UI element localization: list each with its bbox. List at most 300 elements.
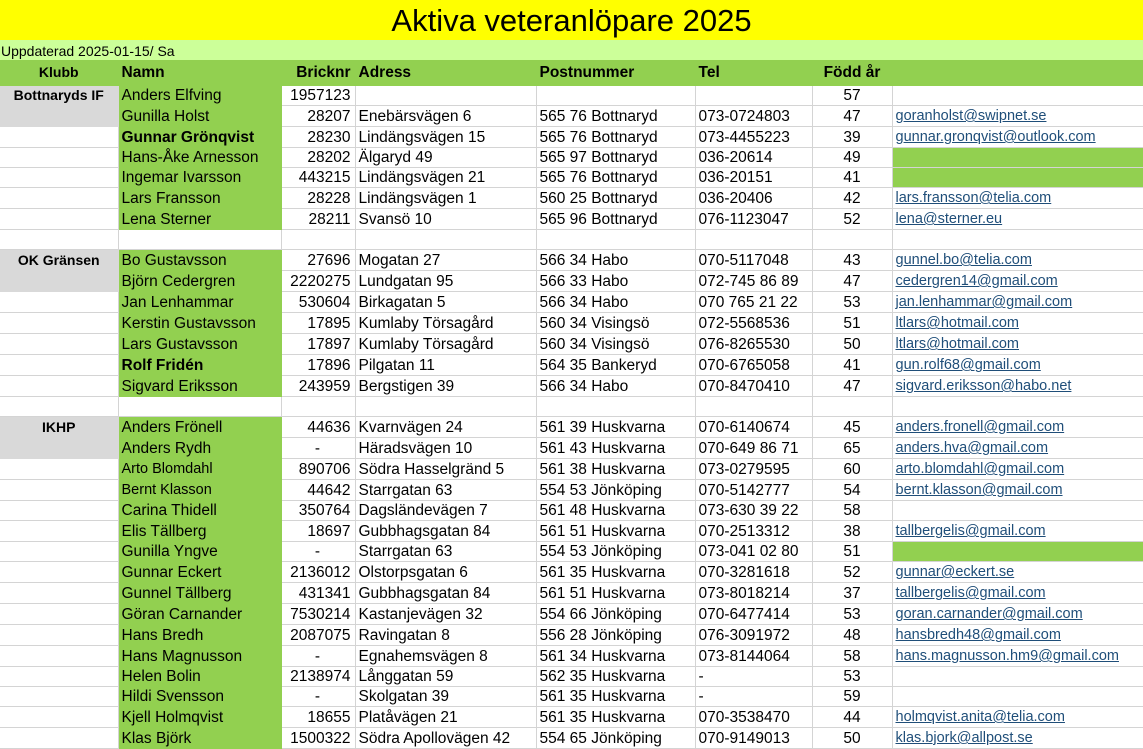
email-link[interactable]: holmqvist.anita@telia.com [895, 709, 1065, 725]
empty-cell[interactable] [281, 397, 355, 417]
email-cell[interactable] [892, 459, 1143, 480]
email-link[interactable]: sigvard.eriksson@habo.net [895, 378, 1072, 394]
empty-cell[interactable] [118, 230, 281, 250]
email-cell[interactable] [892, 438, 1143, 459]
postnummer-cell[interactable]: 561 34 Huskvarna [536, 646, 695, 667]
email-cell[interactable] [892, 480, 1143, 501]
bricknr-cell[interactable]: 28202 [281, 148, 355, 168]
empty-cell[interactable] [695, 230, 812, 250]
email-link[interactable]: gunnar@eckert.se [895, 564, 1015, 580]
header-fodd[interactable]: Född år [812, 60, 892, 86]
email-link[interactable]: anders.hva@gmail.com [895, 440, 1049, 456]
address-cell[interactable]: Älgaryd 49 [355, 148, 536, 168]
address-cell[interactable]: Långgatan 59 [355, 667, 536, 687]
bricknr-cell[interactable]: 890706 [281, 459, 355, 480]
birth-year-cell[interactable]: 47 [812, 106, 892, 127]
address-cell[interactable]: Häradsvägen 10 [355, 438, 536, 459]
birth-year-cell[interactable]: 54 [812, 480, 892, 501]
updated-note: Uppdaterad 2025-01-15/ Sa [0, 40, 1143, 60]
tel-cell[interactable]: 070-3538470 [695, 707, 812, 728]
email-link[interactable]: lena@sterner.eu [895, 211, 1003, 227]
address-cell[interactable]: Egnahemsvägen 8 [355, 646, 536, 667]
club-cell[interactable] [0, 646, 118, 667]
email-cell[interactable] [892, 168, 1143, 188]
tel-cell[interactable]: 072-745 86 89 [695, 271, 812, 292]
header-klubb[interactable]: Klubb [0, 60, 118, 86]
postnummer-cell[interactable]: 561 35 Huskvarna [536, 707, 695, 728]
postnummer-cell[interactable]: 565 76 Bottnaryd [536, 168, 695, 188]
postnummer-cell[interactable]: 560 34 Visingsö [536, 313, 695, 334]
club-cell[interactable] [0, 707, 118, 728]
birth-year-cell[interactable]: 37 [812, 583, 892, 604]
address-cell[interactable]: Pilgatan 11 [355, 355, 536, 376]
table-row [0, 562, 1143, 583]
birth-year-cell[interactable]: 48 [812, 625, 892, 646]
name-cell[interactable]: Gunilla Yngve [118, 542, 281, 562]
tel-cell[interactable]: 070-6140674 [695, 417, 812, 438]
name-cell[interactable]: Bo Gustavsson [118, 250, 281, 271]
email-link[interactable]: ltlars@hotmail.com [895, 336, 1019, 352]
bricknr-cell[interactable]: 17896 [281, 355, 355, 376]
tel-cell[interactable]: 036-20406 [695, 188, 812, 209]
birth-year-cell[interactable]: 53 [812, 667, 892, 687]
postnummer-cell[interactable]: 566 34 Habo [536, 292, 695, 313]
tel-cell[interactable]: 073-8144064 [695, 646, 812, 667]
club-cell[interactable] [0, 106, 118, 127]
club-cell[interactable] [0, 209, 118, 230]
postnummer-cell[interactable]: 565 97 Bottnaryd [536, 148, 695, 168]
email-cell[interactable] [892, 646, 1143, 667]
email-cell[interactable] [892, 625, 1143, 646]
header-adress[interactable]: Adress [355, 60, 536, 86]
tel-cell[interactable] [695, 86, 812, 106]
email-link[interactable]: gunnel.bo@telia.com [895, 252, 1032, 268]
name-cell[interactable]: Gunnar Eckert [118, 562, 281, 583]
tel-cell[interactable]: 070-5117048 [695, 250, 812, 271]
address-cell[interactable]: Mogatan 27 [355, 250, 536, 271]
email-link[interactable]: gun.rolf68@gmail.com [895, 357, 1041, 373]
tel-cell[interactable]: - [695, 687, 812, 707]
tel-cell[interactable]: 072-5568536 [695, 313, 812, 334]
tel-cell[interactable]: 036-20151 [695, 168, 812, 188]
email-cell[interactable] [892, 521, 1143, 542]
table-row [0, 313, 1143, 334]
email-cell[interactable] [892, 292, 1143, 313]
bricknr-cell[interactable]: 1500322 [281, 728, 355, 749]
club-cell[interactable] [0, 501, 118, 521]
empty-cell[interactable] [536, 230, 695, 250]
bricknr-cell[interactable]: 28211 [281, 209, 355, 230]
postnummer-cell[interactable]: 556 28 Jönköping [536, 625, 695, 646]
header-bricknr[interactable]: Bricknr [281, 60, 355, 86]
club-cell[interactable] [0, 667, 118, 687]
tel-cell[interactable]: 036-20614 [695, 148, 812, 168]
postnummer-cell[interactable]: 560 25 Bottnaryd [536, 188, 695, 209]
birth-year-cell[interactable]: 53 [812, 292, 892, 313]
header-namn[interactable]: Namn [118, 60, 281, 86]
name-cell[interactable]: Kerstin Gustavsson [118, 313, 281, 334]
email-cell[interactable] [892, 250, 1143, 271]
email-link[interactable]: gunnar.gronqvist@outlook.com [895, 129, 1096, 145]
club-cell[interactable]: IKHP [0, 417, 118, 438]
club-cell[interactable] [0, 438, 118, 459]
empty-cell[interactable] [0, 397, 118, 417]
postnummer-cell[interactable]: 566 34 Habo [536, 376, 695, 397]
name-cell[interactable]: Helen Bolin [118, 667, 281, 687]
email-cell[interactable] [892, 334, 1143, 355]
header-email[interactable] [892, 60, 1143, 86]
birth-year-cell[interactable]: 43 [812, 250, 892, 271]
birth-year-cell[interactable]: 47 [812, 376, 892, 397]
address-cell[interactable]: Bergstigen 39 [355, 376, 536, 397]
name-cell[interactable]: Jan Lenhammar [118, 292, 281, 313]
email-link[interactable]: ltlars@hotmail.com [895, 315, 1019, 331]
table-row [0, 355, 1143, 376]
club-cell[interactable] [0, 562, 118, 583]
table-row [0, 687, 1143, 707]
name-cell[interactable]: Lars Fransson [118, 188, 281, 209]
tel-cell[interactable]: 070-3281618 [695, 562, 812, 583]
postnummer-cell[interactable]: 565 76 Bottnaryd [536, 127, 695, 148]
postnummer-cell[interactable] [536, 86, 695, 106]
postnummer-cell[interactable]: 561 38 Huskvarna [536, 459, 695, 480]
email-cell[interactable] [892, 188, 1143, 209]
address-cell[interactable]: Olstorpsgatan 6 [355, 562, 536, 583]
email-link[interactable]: hans.magnusson.hm9@gmail.com [895, 648, 1119, 664]
spacer-row [0, 397, 1143, 417]
email-cell[interactable] [892, 106, 1143, 127]
email-cell[interactable] [892, 127, 1143, 148]
birth-year-cell[interactable]: 65 [812, 438, 892, 459]
club-cell[interactable] [0, 728, 118, 749]
name-cell[interactable]: Lena Sterner [118, 209, 281, 230]
address-cell[interactable]: Kastanjevägen 32 [355, 604, 536, 625]
table-row [0, 106, 1143, 127]
tel-cell[interactable]: 070-5142777 [695, 480, 812, 501]
name-cell[interactable]: Kjell Holmqvist [118, 707, 281, 728]
email-cell[interactable] [892, 86, 1143, 106]
empty-cell[interactable] [812, 230, 892, 250]
birth-year-cell[interactable]: 39 [812, 127, 892, 148]
address-cell[interactable]: Lindängsvägen 1 [355, 188, 536, 209]
bricknr-cell[interactable]: - [281, 542, 355, 562]
bricknr-cell[interactable]: 28230 [281, 127, 355, 148]
club-cell[interactable] [0, 625, 118, 646]
birth-year-cell[interactable]: 58 [812, 646, 892, 667]
club-cell[interactable] [0, 376, 118, 397]
tel-cell[interactable]: 070-649 86 71 [695, 438, 812, 459]
bricknr-cell[interactable]: 44636 [281, 417, 355, 438]
name-cell[interactable]: Göran Carnander [118, 604, 281, 625]
bricknr-cell[interactable]: 28228 [281, 188, 355, 209]
postnummer-cell[interactable]: 554 66 Jönköping [536, 604, 695, 625]
email-cell[interactable] [892, 667, 1143, 687]
postnummer-cell[interactable]: 561 35 Huskvarna [536, 562, 695, 583]
tel-cell[interactable]: 073-0724803 [695, 106, 812, 127]
bricknr-cell[interactable]: 431341 [281, 583, 355, 604]
birth-year-cell[interactable]: 42 [812, 188, 892, 209]
email-cell[interactable] [892, 376, 1143, 397]
table-row [0, 271, 1143, 292]
address-cell[interactable]: Gubbhagsgatan 84 [355, 583, 536, 604]
name-cell[interactable]: Arto Blomdahl [118, 459, 281, 480]
email-cell[interactable] [892, 707, 1143, 728]
bricknr-cell[interactable]: 443215 [281, 168, 355, 188]
empty-cell[interactable] [281, 230, 355, 250]
name-cell[interactable]: Gunnar Grönqvist [118, 127, 281, 148]
name-cell[interactable]: Carina Thidell [118, 501, 281, 521]
postnummer-cell[interactable]: 561 51 Huskvarna [536, 583, 695, 604]
postnummer-cell[interactable]: 565 76 Bottnaryd [536, 106, 695, 127]
club-cell[interactable]: Bottnaryds IF [0, 86, 118, 106]
name-cell[interactable]: Gunilla Holst [118, 106, 281, 127]
email-link[interactable]: cedergren14@gmail.com [895, 273, 1058, 289]
email-link[interactable]: jan.lenhammar@gmail.com [895, 294, 1073, 310]
email-link[interactable]: lars.fransson@telia.com [895, 190, 1052, 206]
club-cell[interactable] [0, 292, 118, 313]
name-cell[interactable]: Ingemar Ivarsson [118, 168, 281, 188]
bricknr-cell[interactable]: - [281, 687, 355, 707]
name-cell[interactable]: Anders Frönell [118, 417, 281, 438]
name-cell[interactable]: Hans-Åke Arnesson [118, 148, 281, 168]
address-cell[interactable]: Lindängsvägen 21 [355, 168, 536, 188]
birth-year-cell[interactable]: 49 [812, 148, 892, 168]
email-link[interactable]: anders.fronell@gmail.com [895, 419, 1065, 435]
tel-cell[interactable]: 073-041 02 80 [695, 542, 812, 562]
email-cell[interactable] [892, 604, 1143, 625]
tel-cell[interactable]: 073-0279595 [695, 459, 812, 480]
email-cell[interactable] [892, 148, 1143, 168]
address-cell[interactable]: Skolgatan 39 [355, 687, 536, 707]
tel-cell[interactable]: 070-8470410 [695, 376, 812, 397]
club-cell[interactable]: OK Gränsen [0, 250, 118, 271]
birth-year-cell[interactable]: 38 [812, 521, 892, 542]
email-link[interactable]: arto.blomdahl@gmail.com [895, 461, 1065, 477]
address-cell[interactable]: Södra Apollovägen 42 [355, 728, 536, 749]
name-cell[interactable]: Hans Bredh [118, 625, 281, 646]
tel-cell[interactable]: - [695, 667, 812, 687]
birth-year-cell[interactable]: 44 [812, 707, 892, 728]
email-cell[interactable] [892, 501, 1143, 521]
bricknr-cell[interactable]: 17897 [281, 334, 355, 355]
club-cell[interactable] [0, 271, 118, 292]
postnummer-cell[interactable]: 554 53 Jönköping [536, 480, 695, 501]
bricknr-cell[interactable]: - [281, 646, 355, 667]
bricknr-cell[interactable]: 18697 [281, 521, 355, 542]
bricknr-cell[interactable]: 530604 [281, 292, 355, 313]
bricknr-cell[interactable]: 243959 [281, 376, 355, 397]
birth-year-cell[interactable]: 51 [812, 542, 892, 562]
postnummer-cell[interactable]: 564 35 Bankeryd [536, 355, 695, 376]
birth-year-cell[interactable]: 50 [812, 728, 892, 749]
tel-cell[interactable]: 073-8018214 [695, 583, 812, 604]
club-cell[interactable] [0, 583, 118, 604]
empty-cell[interactable] [355, 397, 536, 417]
postnummer-cell[interactable]: 560 34 Visingsö [536, 334, 695, 355]
empty-cell[interactable] [892, 230, 1143, 250]
club-cell[interactable] [0, 459, 118, 480]
empty-cell[interactable] [812, 397, 892, 417]
email-cell[interactable] [892, 313, 1143, 334]
birth-year-cell[interactable]: 57 [812, 86, 892, 106]
address-cell[interactable]: Lundgatan 95 [355, 271, 536, 292]
tel-cell[interactable]: 073-4455223 [695, 127, 812, 148]
birth-year-cell[interactable]: 45 [812, 417, 892, 438]
email-cell[interactable] [892, 209, 1143, 230]
name-cell[interactable]: Lars Gustavsson [118, 334, 281, 355]
email-cell[interactable] [892, 728, 1143, 749]
name-cell[interactable]: Anders Elfving [118, 86, 281, 106]
postnummer-cell[interactable]: 566 33 Habo [536, 271, 695, 292]
tel-cell[interactable]: 070-6765058 [695, 355, 812, 376]
email-link[interactable]: hansbredh48@gmail.com [895, 627, 1061, 643]
club-cell[interactable] [0, 188, 118, 209]
email-cell[interactable] [892, 355, 1143, 376]
bricknr-cell[interactable]: 2138974 [281, 667, 355, 687]
tel-cell[interactable]: 076-1123047 [695, 209, 812, 230]
postnummer-cell[interactable]: 561 35 Huskvarna [536, 687, 695, 707]
address-cell[interactable]: Ravingatan 8 [355, 625, 536, 646]
email-link[interactable]: tallbergelis@gmail.com [895, 523, 1046, 539]
empty-cell[interactable] [0, 230, 118, 250]
club-cell[interactable] [0, 355, 118, 376]
bricknr-cell[interactable]: 2220275 [281, 271, 355, 292]
address-cell[interactable]: Birkagatan 5 [355, 292, 536, 313]
address-cell[interactable]: Platåvägen 21 [355, 707, 536, 728]
birth-year-cell[interactable]: 59 [812, 687, 892, 707]
bricknr-cell[interactable]: 18655 [281, 707, 355, 728]
bricknr-cell[interactable]: 2087075 [281, 625, 355, 646]
club-cell[interactable] [0, 313, 118, 334]
bricknr-cell[interactable]: 7530214 [281, 604, 355, 625]
birth-year-cell[interactable]: 53 [812, 604, 892, 625]
postnummer-cell[interactable]: 554 53 Jönköping [536, 542, 695, 562]
name-cell[interactable]: Sigvard Eriksson [118, 376, 281, 397]
bricknr-cell[interactable]: 28207 [281, 106, 355, 127]
birth-year-cell[interactable]: 52 [812, 209, 892, 230]
name-cell[interactable]: Klas Björk [118, 728, 281, 749]
address-cell[interactable]: Starrgatan 63 [355, 480, 536, 501]
postnummer-cell[interactable]: 565 96 Bottnaryd [536, 209, 695, 230]
name-cell[interactable]: Rolf Fridén [118, 355, 281, 376]
email-cell[interactable] [892, 583, 1143, 604]
birth-year-cell[interactable]: 41 [812, 355, 892, 376]
bricknr-cell[interactable]: 44642 [281, 480, 355, 501]
name-cell[interactable]: Anders Rydh [118, 438, 281, 459]
name-cell[interactable]: Gunnel Tällberg [118, 583, 281, 604]
address-cell[interactable]: Dagsländevägen 7 [355, 501, 536, 521]
birth-year-cell[interactable]: 58 [812, 501, 892, 521]
bricknr-cell[interactable]: 350764 [281, 501, 355, 521]
email-link[interactable]: bernt.klasson@gmail.com [895, 482, 1063, 498]
birth-year-cell[interactable]: 47 [812, 271, 892, 292]
bricknr-cell[interactable]: - [281, 438, 355, 459]
club-cell[interactable] [0, 334, 118, 355]
birth-year-cell[interactable]: 52 [812, 562, 892, 583]
tel-cell[interactable]: 070 765 21 22 [695, 292, 812, 313]
postnummer-cell[interactable]: 554 65 Jönköping [536, 728, 695, 749]
postnummer-cell[interactable]: 562 35 Huskvarna [536, 667, 695, 687]
postnummer-cell[interactable]: 561 48 Huskvarna [536, 501, 695, 521]
email-cell[interactable] [892, 562, 1143, 583]
address-cell[interactable]: Södra Hasselgränd 5 [355, 459, 536, 480]
table-row [0, 86, 1143, 106]
club-cell[interactable] [0, 480, 118, 501]
name-cell[interactable]: Björn Cedergren [118, 271, 281, 292]
bricknr-cell[interactable]: 27696 [281, 250, 355, 271]
club-cell[interactable] [0, 521, 118, 542]
tel-cell[interactable]: 070-9149013 [695, 728, 812, 749]
club-cell[interactable] [0, 127, 118, 148]
table-row [0, 646, 1143, 667]
address-cell[interactable] [355, 86, 536, 106]
empty-cell[interactable] [536, 397, 695, 417]
email-cell[interactable] [892, 417, 1143, 438]
birth-year-cell[interactable]: 41 [812, 168, 892, 188]
empty-cell[interactable] [892, 397, 1143, 417]
bricknr-cell[interactable]: 2136012 [281, 562, 355, 583]
address-cell[interactable]: Gubbhagsgatan 84 [355, 521, 536, 542]
bricknr-cell[interactable]: 17895 [281, 313, 355, 334]
address-cell[interactable]: Kumlaby Törsagård [355, 334, 536, 355]
birth-year-cell[interactable]: 51 [812, 313, 892, 334]
email-cell[interactable] [892, 271, 1143, 292]
postnummer-cell[interactable]: 561 39 Huskvarna [536, 417, 695, 438]
address-cell[interactable]: Kvarnvägen 24 [355, 417, 536, 438]
club-cell[interactable] [0, 687, 118, 707]
address-cell[interactable]: Enebärsvägen 6 [355, 106, 536, 127]
club-cell[interactable] [0, 148, 118, 168]
club-cell[interactable] [0, 604, 118, 625]
email-link[interactable]: tallbergelis@gmail.com [895, 585, 1046, 601]
email-link[interactable]: goran.carnander@gmail.com [895, 606, 1083, 622]
email-link[interactable]: goranholst@swipnet.se [895, 108, 1047, 124]
name-cell[interactable]: Hildi Svensson [118, 687, 281, 707]
name-cell[interactable]: Bernt Klasson [118, 480, 281, 501]
header-tel[interactable]: Tel [695, 60, 812, 86]
postnummer-cell[interactable]: 561 51 Huskvarna [536, 521, 695, 542]
email-cell[interactable] [892, 687, 1143, 707]
name-cell[interactable]: Elis Tällberg [118, 521, 281, 542]
postnummer-cell[interactable]: 561 43 Huskvarna [536, 438, 695, 459]
empty-cell[interactable] [695, 397, 812, 417]
tel-cell[interactable]: 070-2513312 [695, 521, 812, 542]
table-row [0, 625, 1143, 646]
table-row [0, 728, 1143, 749]
email-link[interactable]: klas.bjork@allpost.se [895, 730, 1033, 746]
email-cell[interactable] [892, 542, 1143, 562]
header-postnummer[interactable]: Postnummer [536, 60, 695, 86]
tel-cell[interactable]: 073-630 39 22 [695, 501, 812, 521]
header-row [0, 60, 1143, 86]
tel-cell[interactable]: 070-6477414 [695, 604, 812, 625]
address-cell[interactable]: Svansö 10 [355, 209, 536, 230]
club-cell[interactable] [0, 168, 118, 188]
empty-cell[interactable] [118, 397, 281, 417]
tel-cell[interactable]: 076-8265530 [695, 334, 812, 355]
birth-year-cell[interactable]: 60 [812, 459, 892, 480]
postnummer-cell[interactable]: 566 34 Habo [536, 250, 695, 271]
empty-cell[interactable] [355, 230, 536, 250]
name-cell[interactable]: Hans Magnusson [118, 646, 281, 667]
address-cell[interactable]: Starrgatan 63 [355, 542, 536, 562]
tel-cell[interactable]: 076-3091972 [695, 625, 812, 646]
birth-year-cell[interactable]: 50 [812, 334, 892, 355]
address-cell[interactable]: Lindängsvägen 15 [355, 127, 536, 148]
address-cell[interactable]: Kumlaby Törsagård [355, 313, 536, 334]
club-cell[interactable] [0, 542, 118, 562]
bricknr-cell[interactable]: 1957123 [281, 86, 355, 106]
